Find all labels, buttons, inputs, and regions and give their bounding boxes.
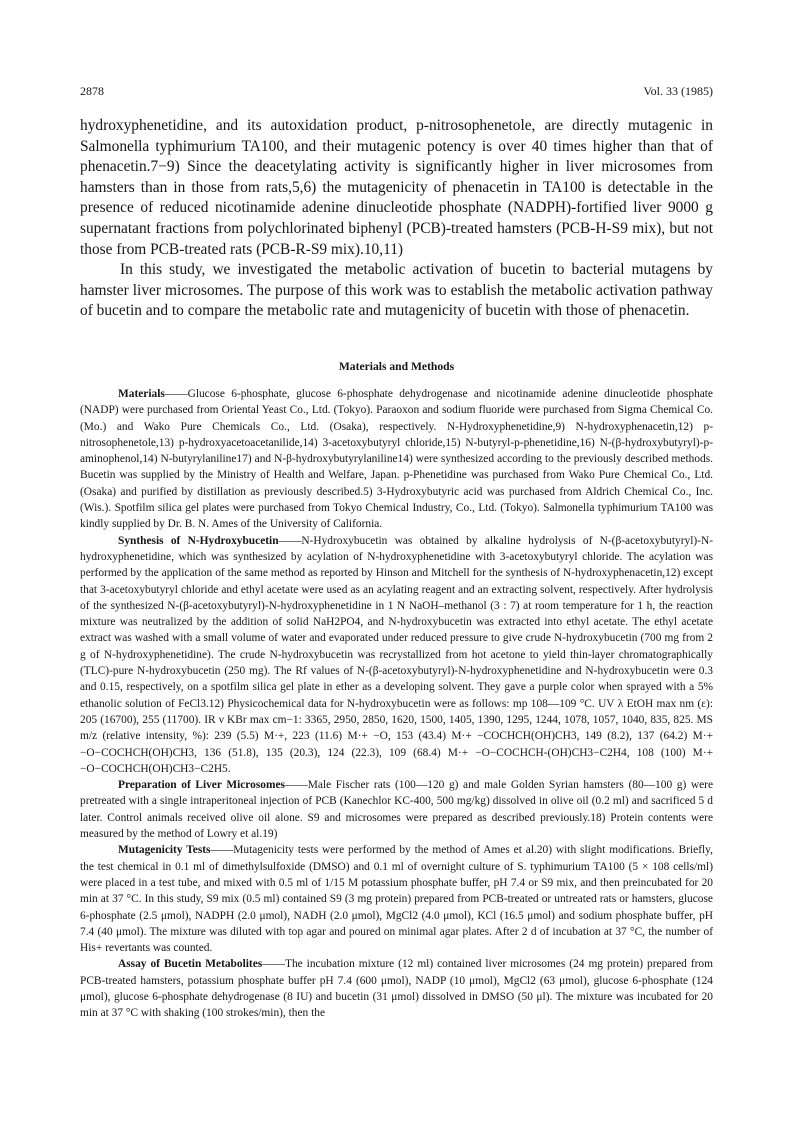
page-number: 2878: [80, 84, 104, 98]
paragraph-materials: [80, 386, 713, 533]
paragraph-mutagenicity: [80, 842, 713, 956]
paragraph-microsomes: [80, 777, 713, 842]
run-in-heading: Mutagenicity Tests: [118, 844, 211, 857]
journal-volume: Vol. 33 (1985): [643, 84, 713, 98]
paragraph-text: ——Glucose 6-phosphate, glucose 6-phosphate dehydrogenase and nicotinamide adenine dinucleotide phosphate (NADP) were purchased from Oriental Yeast Co., Ltd. (Tokyo). Paraoxon and sodium fluoride were purchased from Sigma Chemical Co. (Mo.) and Wako Pure Chemicals Co., Ltd. (Osaka), respectively. N-Hydroxyphenetidine,9) N-hydroxyphenacetin,12) p-nitrosophenetole,13) p-hydroxyacetoacetanilide,14) 3-acetoxybutyryl chloride,15) N-butyryl-p-phenetidine,16) N-(β-hydroxybutyryl)-p-aminophenol,14) N-butyrylaniline17) and N-β-hydroxybutyrylaniline14) were synthesized according to the previously described methods. Bucetin was supplied by the Ministry of Health and Welfare, Japan. p-Phenetidine was purchased from Wako Pure Chemical Co., Ltd. (Osaka) and purified by distillation as previously described.5) 3-Hydroxybutyric acid was purchased from Aldrich Chemical Co., Inc. (Wis.). Spotfilm silica gel plates were purchased from Tokyo Chemical Industry, Co., Ltd. (Tokyo). Salmonella typhimurium TA100 was kindly supplied by Dr. B. N. Ames of the University of California.: [80, 388, 713, 531]
paragraph-text: ——Male Fischer rats (100—120 g) and male Golden Syrian hamsters (80—100 g) were pretreated with a single intraperitoneal injection of PCB (Kanechlor KC-400, 500 mg/kg) dissolved in olive oil (0.2 ml) and sacrificed 5 d later. Control animals received olive oil alone. S9 and microsomes were prepared as described previously.18) Protein contents were measured by the method of Lowry et al.19): [80, 779, 713, 841]
paragraph-text: ——Mutagenicity tests were performed by the method of Ames et al.20) with slight modifications. Briefly, the test chemical in 0.1 ml of dimethylsulfoxide (DMSO) and 0.1 ml of overnight culture of S. typhimurium TA100 (5 × 108 cells/ml) were placed in a test tube, and mixed with 0.5 ml of 1/15 M potassium phosphate buffer, pH 7.4 or S9 mix, and then preincubated for 20 min at 37 °C. In this study, S9 mix (0.5 ml) contained S9 (3 mg protein) prepared from PCB-treated or untreated rats or hamsters, glucose 6-phosphate (2.5 μmol), NADPH (2.0 μmol), NADH (2.0 μmol), MgCl2 (4.0 μmol), KCl (16.5 μmol) and sodium phosphate buffer, pH 7.4 (40 μmol). The mixture was diluted with top agar and poured on minimal agar plates. After 2 d of incubation at 37 °C, the number of His+ revertants was counted.: [80, 844, 713, 955]
run-in-heading: Preparation of Liver Microsomes: [118, 779, 285, 792]
paragraph-assay: [80, 956, 713, 1021]
paragraph-text: ——The incubation mixture (12 ml) contained liver microsomes (24 mg protein) prepared from PCB-treated hamsters, potassium phosphate buffer pH 7.4 (600 μmol), NADP (10 μmol), MgCl2 (63 μmol), glucose 6-phosphate (124 μmol), glucose 6-phosphate dehydrogenase (8 IU) and bucetin (31 μmol) dissolved in DMSO (50 μl). The mixture was incubated for 20 min at 37 °C with shaking (100 strokes/min), then the: [80, 958, 713, 1020]
page-header: [80, 84, 713, 100]
section-heading: Materials and Methods: [338, 360, 455, 373]
run-in-heading: Materials: [118, 388, 165, 400]
intro-text: [80, 116, 713, 322]
paragraph-synthesis: [80, 533, 713, 777]
methods-body: [80, 386, 713, 1022]
run-in-heading: Synthesis of N-Hydroxybucetin: [118, 534, 279, 547]
intro-paragraph-2: In this study, we investigated the metabolic activation of bucetin to bacterial mutagens by hamster liver microsomes. The purpose of this work was to establish the metabolic activation pathway of bucetin and to compare the metabolic rate and mutagenicity of bucetin with those of phenacetin.: [80, 261, 713, 320]
intro-paragraph-1: hydroxyphenetidine, and its autoxidation product, p-nitrosophenetole, are directly mutagenic in Salmonella typhimurium TA100, and their mutagenic potency is over 40 times higher than that of phenacetin.7−9) Since the deacetylating activity is significantly higher in liver microsomes from hamsters than in those from rats,5,6) the mutagenicity of phenacetin in TA100 is detectable in the presence of reduced nicotinamide adenine dinucleotide phosphate (NADPH)-fortified liver 9000 g supernatant fractions from polychlorinated biphenyl (PCB)-treated hamsters (PCB-H-S9 mix), but not those from PCB-treated rats (PCB-R-S9 mix).10,11): [80, 117, 713, 258]
paragraph-text: ——N-Hydroxybucetin was obtained by alkaline hydrolysis of N-(β-acetoxybutyryl)-N-hydroxyphenetidine, which was synthesized by acylation of N-hydroxyphenetidine with 3-acetoxybutyryl chloride. The acylation was performed by the application of the same method as reported by Hinson and Mitchell for the synthesis of N-hydroxyphenacetin,12) except that 3-acetoxybutyryl chloride and ethyl acetate were used as an acylating reagent and an extracting solvent, respectively. After hydrolysis of the synthesized N-(β-acetoxybutyryl)-N-hydroxyphenetidine in 1 N NaOH–methanol (3 : 7) at room temperature for 1 h, the reaction mixture was neutralized by the addition of solid NaH2PO4, and N-hydroxybucetin was extracted into ethyl acetate. The ethyl acetate extract was washed with a small volume of water and evaporated under reduced pressure to give crude N-hydroxybucetin (700 mg from 2 g of N-hydroxyphenetidine). The crude N-hydroxybucetin was recrystallized from hot acetone to yield thin-layer chromatographically (TLC)-pure N-hydroxybucetin (250 mg). The Rf values of N-(β-acetoxybutyryl)-N-hydroxyphenetidine and N-hydroxybucetin were 0.3 and 0.15, respectively, on a spotfilm silica gel plate in ether as a developing solvent. They gave a purple color when sprayed with a 5% ethanolic solution of FeCl3.12) Physicochemical data for N-hydroxybucetin were as follows: mp 108—109 °C. UV λ EtOH max nm (ε): 205 (16700), 255 (11700). IR ν KBr max cm−1: 3365, 2950, 2850, 1620, 1500, 1405, 1390, 1295, 1244, 1078, 1057, 1040, 835, 825. MS m/z (relative intensity, %): 239 (5.5) M·+, 223 (11.6) M·+ −O, 153 (43.4) M·+ −COCHCH(OH)CH3, 149 (8.2), 137 (64.2) M·+ −O−COCHCH(OH)CH3, 136 (51.8), 135 (20.3), 124 (22.3), 109 (68.4) M·+ −O−COCHCH-(OH)CH3−C2H4, 108 (100) M·+ −O−COCHCH(OH)CH3−C2H5.: [80, 534, 713, 775]
run-in-heading: Assay of Bucetin Metabolites: [118, 958, 263, 971]
